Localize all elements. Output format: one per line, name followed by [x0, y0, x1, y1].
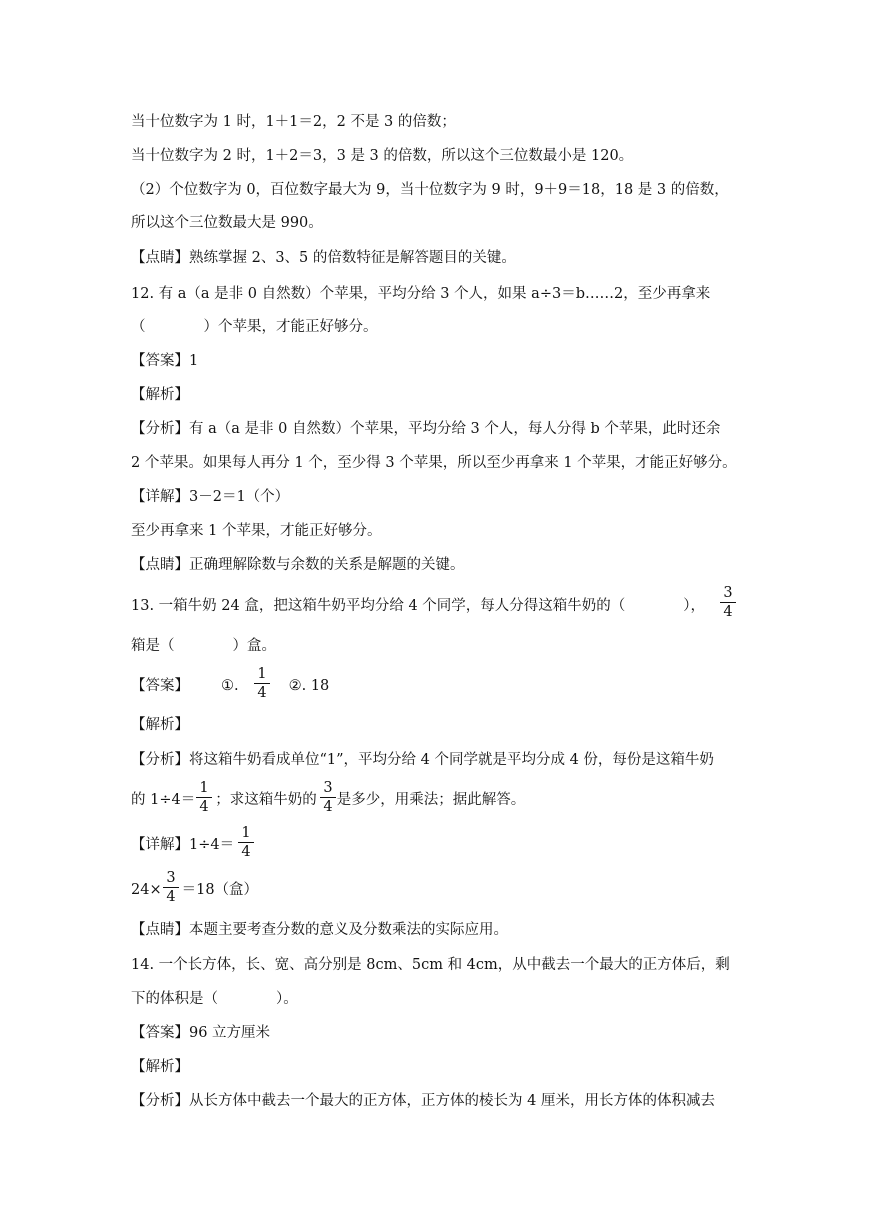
fraction-bar — [254, 683, 270, 684]
fraction-bar — [163, 887, 179, 888]
analysis-14: 【分析】从长方体中截去一个最大的正方体，正方体的棱长为 4 厘米，用长方体的体积减去 — [131, 1093, 715, 1109]
detail-12-cont: 至少再拿来 1 个苹果，才能正好够分。 — [131, 523, 382, 539]
blank-close: ）盒。 — [232, 638, 276, 654]
text-segment: 24× — [131, 882, 162, 898]
analysis-12-cont: 2 个苹果。如果每人再分 1 个，至少得 3 个苹果，所以至少再拿来 1 个苹果，才能正好够分。 — [131, 455, 737, 471]
text-segment: 的 1÷4＝ — [131, 792, 196, 808]
fraction-bar — [196, 797, 212, 798]
analysis-13: 【分析】将这箱牛奶看成单位“1”，平均分给 4 个同学就是平均分成 4 份，每份是这箱牛奶 — [131, 752, 714, 768]
detail-13: 【详解】1÷4＝ — [131, 837, 235, 853]
answer-13 — [131, 676, 329, 696]
question-13-text: 13. 一箱牛奶 24 盒，把这箱牛奶平均分给 4 个同学，每人分得这箱牛奶的（ — [131, 598, 626, 614]
numerator: 1 — [257, 666, 267, 682]
question-12-cont — [131, 317, 378, 337]
text-segment: ＝18（盒） — [181, 882, 259, 898]
question-12: 12. 有 a（a 是非 0 自然数）个苹果，平均分给 3 个人，如果 a÷3＝b……2，至少再拿来 — [131, 286, 711, 302]
remark-12: 【点睛】正确理解除数与余数的关系是解题的关键。 — [131, 557, 465, 573]
answer-part-1: ①. — [221, 678, 239, 694]
blank-close: ）个苹果，才能正好够分。 — [203, 319, 378, 335]
fraction-bar — [238, 842, 254, 843]
fraction-one-quarter — [254, 666, 270, 701]
denominator: 4 — [323, 799, 333, 815]
question-14-cont — [131, 989, 298, 1009]
analysis-heading: 【解析】 — [131, 387, 189, 403]
text-segment: ；求这箱牛奶的 — [215, 792, 317, 808]
question-13 — [131, 596, 705, 616]
remark-line: 【点睛】熟练掌握 2、3、5 的倍数特征是解答题目的关键。 — [131, 250, 516, 266]
numerator: 3 — [723, 585, 733, 601]
remark-13: 【点睛】本题主要考查分数的意义及分数乘法的实际应用。 — [131, 922, 508, 938]
blank-open: （ — [131, 319, 146, 335]
text-line: 所以这个三位数最大是 990。 — [131, 215, 323, 231]
detail-13-cont — [131, 880, 258, 900]
denominator: 4 — [166, 889, 176, 905]
text-line: 当十位数字为 1 时，1＋1＝2，2 不是 3 的倍数； — [131, 114, 456, 130]
text-line: （2）个位数字为 0，百位数字最大为 9，当十位数字为 9 时，9＋9＝18，18 是 3 的倍数， — [131, 182, 729, 198]
answer-14: 【答案】96 立方厘米 — [131, 1025, 271, 1041]
denominator: 4 — [241, 844, 251, 860]
detail-12: 【详解】3－2＝1（个） — [131, 489, 290, 505]
text-segment: ）。 — [276, 991, 298, 1007]
numerator: 1 — [199, 780, 209, 796]
analysis-heading: 【解析】 — [131, 1059, 189, 1075]
answer-12: 【答案】1 — [131, 353, 199, 369]
numerator: 3 — [166, 870, 176, 886]
analysis-12: 【分析】有 a（a 是非 0 自然数）个苹果，平均分给 3 个人，每人分得 b 个苹果，此时还余 — [131, 421, 721, 437]
denominator: 4 — [257, 685, 267, 701]
blank-close: ）， — [683, 598, 706, 614]
fraction-one-quarter — [196, 780, 212, 815]
fraction-bar — [720, 602, 736, 603]
fraction-three-quarters — [320, 780, 336, 815]
analysis-heading: 【解析】 — [131, 717, 189, 733]
denominator: 4 — [199, 799, 209, 815]
fraction-three-quarters — [163, 870, 179, 905]
question-13-cont — [131, 636, 276, 656]
answer-label: 【答案】 — [131, 678, 189, 694]
question-14: 14. 一个长方体，长、宽、高分别是 8cm、5cm 和 4cm，从中截去一个最大的正方体后，剩 — [131, 957, 730, 973]
answer-part-2: ②. 18 — [288, 678, 330, 694]
numerator: 1 — [241, 825, 251, 841]
denominator: 4 — [723, 604, 733, 620]
text-segment: 下的体积是（ — [131, 991, 218, 1007]
blank-open: 箱是（ — [131, 638, 175, 654]
fraction-bar — [320, 797, 336, 798]
numerator: 3 — [323, 780, 333, 796]
fraction-one-quarter — [238, 825, 254, 860]
text-line: 当十位数字为 2 时，1＋2＝3，3 是 3 的倍数，所以这个三位数最小是 120。 — [131, 148, 634, 164]
fraction-three-quarters — [720, 585, 736, 620]
text-segment: 是多少，用乘法；据此解答。 — [336, 792, 526, 808]
